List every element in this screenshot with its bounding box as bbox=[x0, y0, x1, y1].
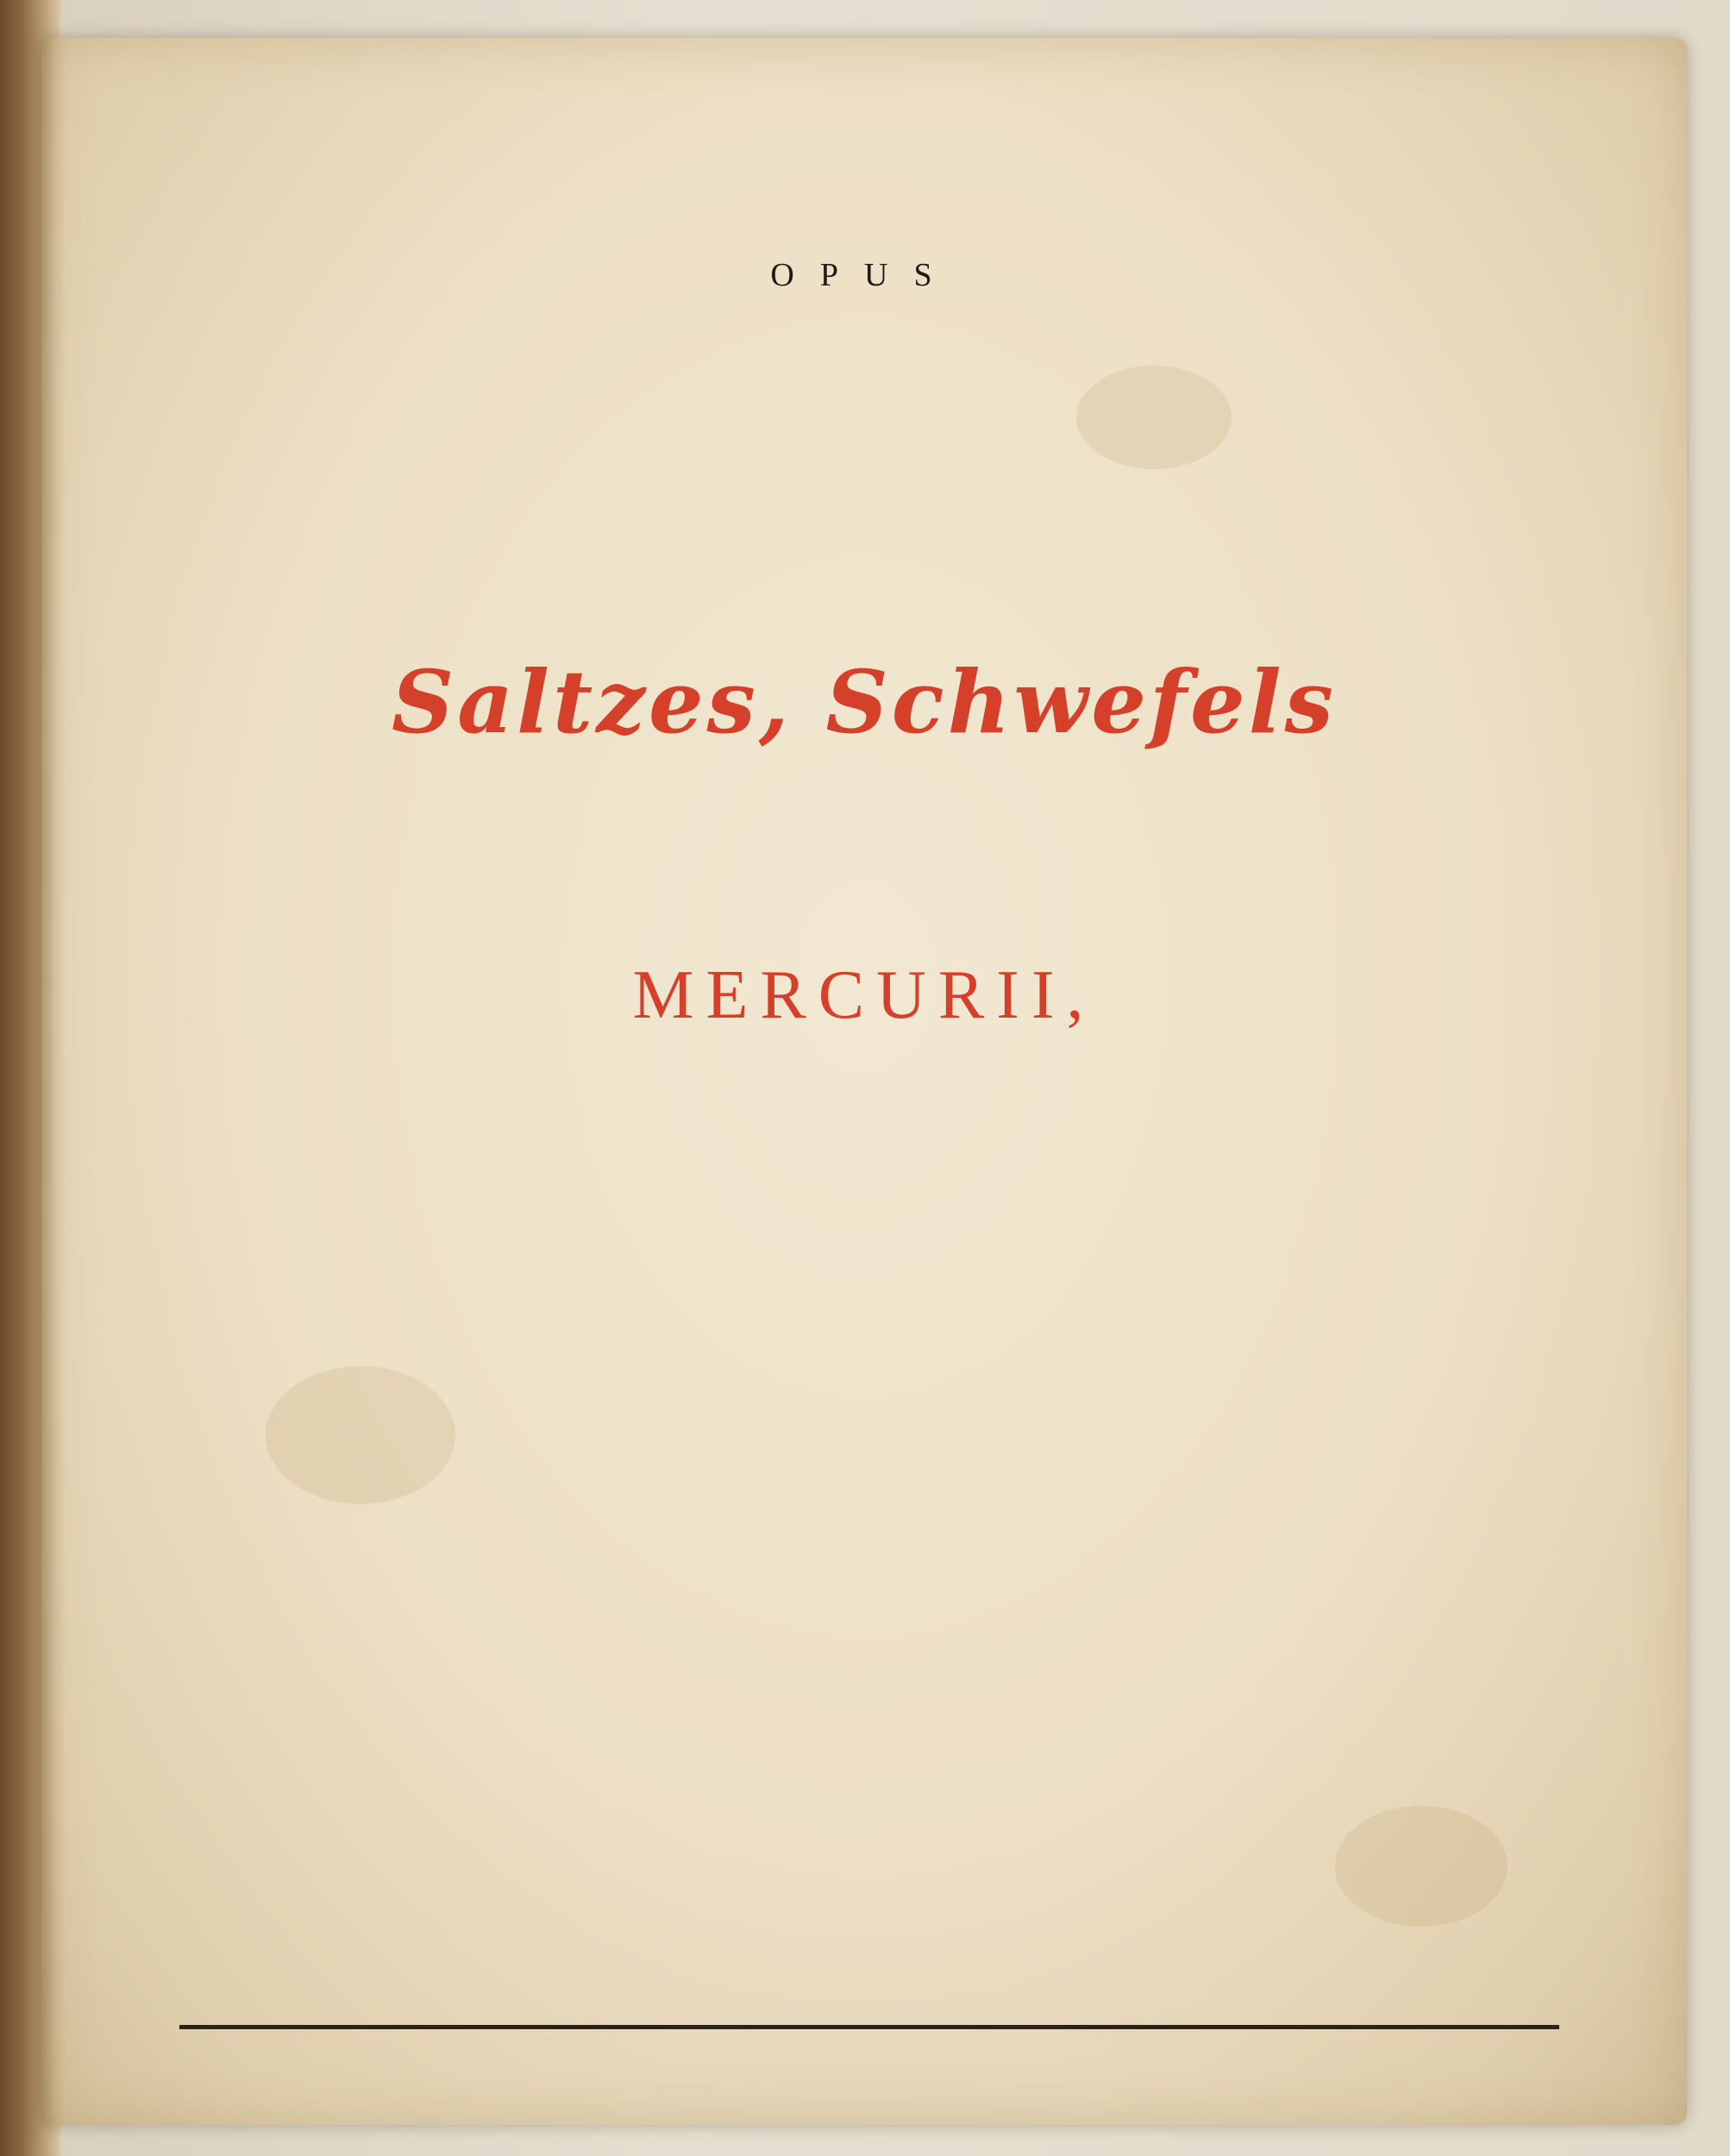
title-page bbox=[41, 38, 1687, 2125]
imprint-rule bbox=[179, 2025, 1559, 2029]
foxing-stain bbox=[1335, 1806, 1507, 1927]
opus-line: OPUS bbox=[770, 257, 958, 293]
saltzes-schwefels-line: Saltzes, Schwefels bbox=[392, 651, 1337, 753]
mercurii-line: MERCURII, bbox=[632, 957, 1096, 1033]
page-gutter-shadow bbox=[41, 38, 66, 2125]
foxing-stain bbox=[266, 1366, 455, 1504]
foxing-stain bbox=[1076, 366, 1232, 469]
